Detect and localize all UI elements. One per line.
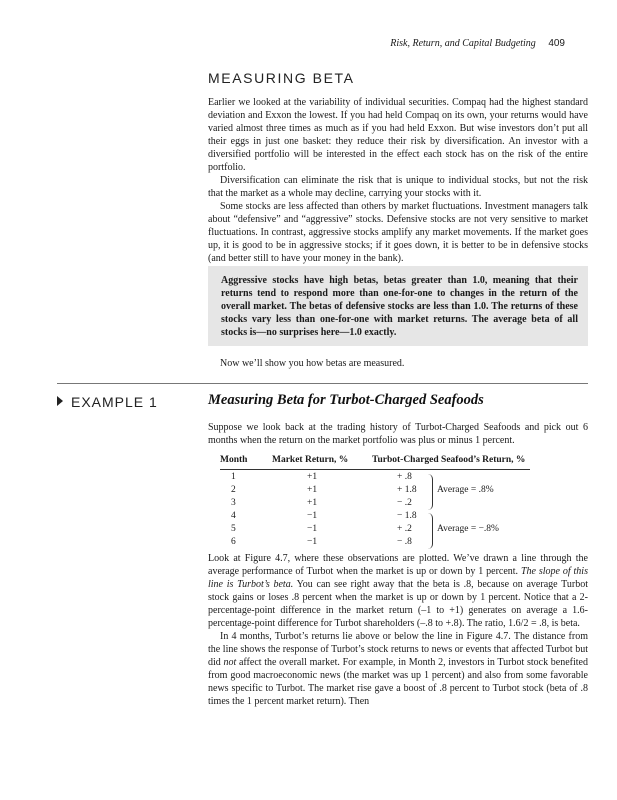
emphasis: not bbox=[223, 657, 237, 668]
cell-month: 4 bbox=[231, 511, 236, 521]
cell-turbot: + .8 bbox=[397, 472, 412, 482]
cell-market: −1 bbox=[307, 524, 318, 534]
running-head bbox=[390, 38, 565, 49]
cell-turbot: − .8 bbox=[397, 537, 412, 547]
brace-up bbox=[428, 474, 433, 510]
section-heading: MEASURING BETA bbox=[208, 70, 355, 86]
cell-market: +1 bbox=[307, 472, 318, 482]
table-rule-top bbox=[220, 469, 530, 470]
cell-market: −1 bbox=[307, 511, 318, 521]
example-label bbox=[57, 394, 158, 410]
table-header-market: Market Return, % bbox=[272, 455, 349, 465]
page-number: 409 bbox=[548, 38, 565, 49]
cell-month: 2 bbox=[231, 485, 236, 495]
running-head-title: Risk, Return, and Capital Budgeting bbox=[390, 38, 536, 49]
text-run: Look at Figure 4.7, where these observations are plotted. We’ve drawn a line through the average performance of Turbot when the market is up or down by 1 percent. bbox=[208, 553, 588, 577]
section-divider bbox=[57, 383, 588, 384]
example-intro bbox=[208, 421, 588, 447]
emphasis: The slope of this line is Turbot’s beta. bbox=[208, 566, 588, 590]
paragraph: Now we’ll show you how betas are measured. bbox=[220, 358, 405, 369]
example-title: Measuring Beta for Turbot-Charged Seafoods bbox=[208, 392, 484, 408]
example-label-text: EXAMPLE 1 bbox=[71, 394, 158, 410]
brace-down bbox=[428, 513, 433, 549]
paragraph: Earlier we looked at the variability of individual securities. Compaq had the highest standard deviation and Exxon the lowest. If you had held Compaq on its own, your returns would have varied almost three times as much as if you had held Exxon. But wise investors don’t put all their eggs in just one basket: they reduce their risk by diversification. An investor with a diversified portfolio will be interested in the effect each stock has on the risk of the entire portfolio. bbox=[208, 97, 588, 173]
paragraph: Suppose we look back at the trading history of Turbot-Charged Seafoods and pick out 6 months when the return on the market portfolio was plus or minus 1 percent. bbox=[208, 422, 588, 446]
cell-turbot: − 1.8 bbox=[397, 511, 417, 521]
paragraph: Diversification can eliminate the risk that is unique to individual stocks, but not the risk that the market as a whole may decline, carrying your stocks with it. bbox=[208, 175, 588, 199]
analysis-text bbox=[208, 552, 588, 708]
key-point-callout: Aggressive stocks have high betas, betas greater than 1.0, meaning that their returns tend to respond more than one-for-one to changes in the return of the overall market. The betas of defensive stocks are less than 1.0. The returns of these stocks vary less than one-for-one with market returns. The average beta of all stocks is—no surprises here—1.0 exactly. bbox=[208, 266, 588, 346]
cell-market: +1 bbox=[307, 485, 318, 495]
cell-turbot: + 1.8 bbox=[397, 485, 417, 495]
cell-market: +1 bbox=[307, 498, 318, 508]
average-up: Average = .8% bbox=[437, 485, 494, 495]
table-header-turbot: Turbot-Charged Seafood’s Return, % bbox=[372, 455, 526, 465]
cell-month: 5 bbox=[231, 524, 236, 534]
transition-text bbox=[208, 357, 588, 370]
text-run: In 4 months, Turbot’s returns lie above or below the line in Figure 4.7. The distance from the line shows the response of Turbot’s stock returns to news or events that affected Turbot but did bbox=[208, 631, 588, 668]
cell-month: 6 bbox=[231, 537, 236, 547]
text-run: affect the overall market. For example, in Month 2, investors in Turbot stock benefited from good macroeconomic news (the market was up 1 percent) and also from some favorable news specific to Turbot. The market rise gave a boost of .8 percent to Turbot stock (beta of .8 times the 1 percent market return). Then bbox=[208, 657, 588, 707]
intro-text bbox=[208, 96, 588, 265]
cell-turbot: − .2 bbox=[397, 498, 412, 508]
triangle-icon bbox=[57, 396, 63, 406]
cell-month: 1 bbox=[231, 472, 236, 482]
paragraph: Some stocks are less affected than others by market fluctuations. Investment managers talk about “defensive” and “aggressive” stocks. Defensive stocks are not very sensitive to market fluctuations. In contrast, aggressive stocks amplify any market movements. If the market goes up, it is good to be in aggressive stocks; if it goes down, it is better to be in defensive stocks (and better still to have your money in the bank). bbox=[208, 201, 588, 264]
paragraph bbox=[208, 552, 588, 630]
text-run: You can see right away that the beta is .8, because on average Turbot stock gains or loses .8 percent when the market is up or down by 1 percent. Notice that a 2-percentage-point difference in the market return (–1 to +1) generates on average a 1.6-percentage-point difference for Turbot shareholders (–.8 to +.8). The ratio, 1.6/2 = .8, is beta. bbox=[208, 579, 588, 629]
paragraph bbox=[208, 630, 588, 708]
cell-turbot: + .2 bbox=[397, 524, 412, 534]
cell-month: 3 bbox=[231, 498, 236, 508]
table-header-month: Month bbox=[220, 455, 248, 465]
average-down: Average = −.8% bbox=[437, 524, 499, 534]
cell-market: −1 bbox=[307, 537, 318, 547]
